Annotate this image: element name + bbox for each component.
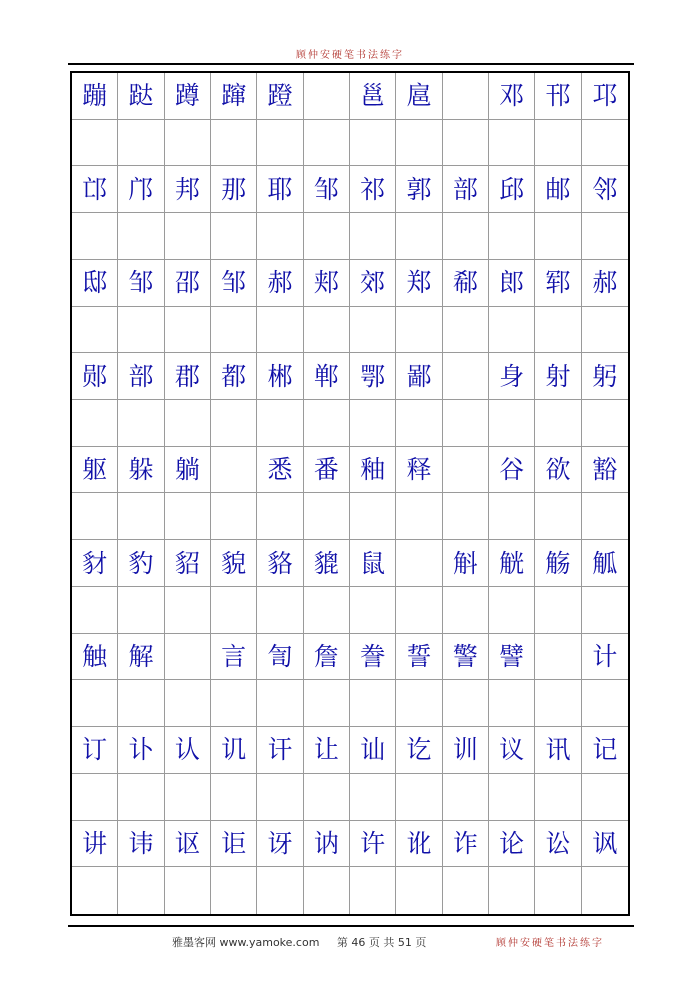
char-cell: 身 — [489, 353, 535, 400]
practice-cell — [211, 120, 257, 167]
practice-cell — [489, 307, 535, 354]
char-cell: 豹 — [118, 540, 164, 587]
practice-cell — [489, 680, 535, 727]
practice-cell — [396, 400, 442, 447]
practice-cell — [535, 213, 581, 260]
practice-cell — [396, 493, 442, 540]
practice-cell — [489, 213, 535, 260]
practice-cell — [350, 493, 396, 540]
practice-cell — [396, 307, 442, 354]
footer-left — [172, 934, 440, 950]
char-cell — [443, 353, 489, 400]
char-cell: 议 — [489, 727, 535, 774]
footer-site: 雅墨客网 www.yamoke.com — [172, 936, 320, 949]
practice-cell — [257, 680, 303, 727]
char-cell: 邮 — [535, 166, 581, 213]
char-cell: 郝 — [582, 260, 628, 307]
char-cell: 讹 — [396, 821, 442, 868]
practice-cell — [118, 680, 164, 727]
char-cell: 警 — [443, 634, 489, 681]
char-cell: 讦 — [257, 727, 303, 774]
practice-cell — [165, 867, 211, 914]
practice-cell — [443, 774, 489, 821]
practice-cell — [257, 120, 303, 167]
char-cell: 解 — [118, 634, 164, 681]
practice-cell — [118, 307, 164, 354]
practice-cell — [535, 680, 581, 727]
practice-cell — [582, 120, 628, 167]
practice-cell — [535, 774, 581, 821]
char-cell: 蹬 — [257, 73, 303, 120]
char-cell: 郑 — [396, 260, 442, 307]
char-cell: 邗 — [535, 73, 581, 120]
practice-cell — [72, 120, 118, 167]
footer-brand: 顾仲安硬笔书法练字 — [496, 938, 604, 949]
char-cell: 鼠 — [350, 540, 396, 587]
practice-cell — [489, 120, 535, 167]
practice-cell — [350, 400, 396, 447]
char-cell: 蹿 — [211, 73, 257, 120]
char-cell: 部 — [443, 166, 489, 213]
practice-cell — [582, 680, 628, 727]
char-cell: 欲 — [535, 447, 581, 494]
practice-cell — [165, 680, 211, 727]
char-cell: 番 — [304, 447, 350, 494]
char-cell: 邹 — [304, 166, 350, 213]
practice-cell — [118, 213, 164, 260]
practice-cell — [304, 680, 350, 727]
practice-cell — [257, 774, 303, 821]
char-cell: 貌 — [211, 540, 257, 587]
char-cell: 谷 — [489, 447, 535, 494]
top-rule — [68, 63, 634, 65]
char-cell: 郝 — [257, 260, 303, 307]
practice-cell — [211, 213, 257, 260]
practice-grid-frame — [70, 71, 630, 916]
practice-cell — [257, 307, 303, 354]
practice-cell — [165, 400, 211, 447]
char-cell: 郭 — [396, 166, 442, 213]
practice-cell — [582, 587, 628, 634]
practice-cell — [350, 587, 396, 634]
char-cell: 许 — [350, 821, 396, 868]
practice-cell — [582, 400, 628, 447]
practice-cell — [304, 400, 350, 447]
practice-cell — [350, 867, 396, 914]
practice-cell — [257, 867, 303, 914]
practice-cell — [72, 867, 118, 914]
practice-cell — [396, 867, 442, 914]
practice-cell — [257, 400, 303, 447]
char-cell — [443, 73, 489, 120]
char-cell: 觥 — [489, 540, 535, 587]
char-cell: 触 — [72, 634, 118, 681]
practice-cell — [350, 213, 396, 260]
practice-cell — [489, 867, 535, 914]
practice-cell — [211, 680, 257, 727]
char-cell: 讪 — [350, 727, 396, 774]
practice-cell — [350, 680, 396, 727]
practice-cell — [396, 774, 442, 821]
char-cell — [535, 634, 581, 681]
practice-cell — [118, 587, 164, 634]
char-cell: 邹 — [211, 260, 257, 307]
char-cell: 誓 — [396, 634, 442, 681]
practice-cell — [535, 120, 581, 167]
char-cell: 躬 — [582, 353, 628, 400]
char-cell: 讯 — [535, 727, 581, 774]
practice-cell — [118, 493, 164, 540]
practice-cell — [165, 120, 211, 167]
practice-cell — [72, 400, 118, 447]
practice-cell — [443, 120, 489, 167]
char-cell: 郎 — [489, 260, 535, 307]
char-cell: 躯 — [72, 447, 118, 494]
practice-cell — [211, 774, 257, 821]
char-cell: 订 — [72, 727, 118, 774]
practice-cell — [443, 400, 489, 447]
practice-cell — [211, 493, 257, 540]
practice-cell — [165, 774, 211, 821]
char-cell: 郸 — [304, 353, 350, 400]
practice-cell — [350, 774, 396, 821]
char-cell — [396, 540, 442, 587]
char-cell: 斛 — [443, 540, 489, 587]
practice-cell — [443, 213, 489, 260]
char-cell: 讶 — [257, 821, 303, 868]
char-cell: 讣 — [118, 727, 164, 774]
practice-cell — [443, 587, 489, 634]
char-cell: 释 — [396, 447, 442, 494]
practice-cell — [257, 493, 303, 540]
char-cell: 祁 — [350, 166, 396, 213]
char-cell: 讵 — [211, 821, 257, 868]
practice-cell — [118, 867, 164, 914]
char-cell: 貂 — [165, 540, 211, 587]
footer-page-info: 第 46 页 共 51 页 — [336, 936, 427, 949]
practice-cell — [443, 680, 489, 727]
char-cell: 扈 — [396, 73, 442, 120]
practice-cell — [72, 774, 118, 821]
practice-cell — [304, 587, 350, 634]
practice-cell — [582, 307, 628, 354]
practice-cell — [396, 120, 442, 167]
char-cell: 譬 — [489, 634, 535, 681]
practice-cell — [582, 774, 628, 821]
practice-cell — [304, 774, 350, 821]
char-cell: 誊 — [350, 634, 396, 681]
char-cell: 詹 — [304, 634, 350, 681]
practice-cell — [582, 493, 628, 540]
char-cell: 邻 — [582, 166, 628, 213]
practice-cell — [72, 493, 118, 540]
practice-cell — [443, 867, 489, 914]
practice-cell — [582, 213, 628, 260]
practice-cell — [396, 680, 442, 727]
practice-cell — [350, 120, 396, 167]
char-cell: 邛 — [582, 73, 628, 120]
bottom-rule — [68, 925, 634, 927]
char-cell — [165, 634, 211, 681]
char-cell: 讽 — [582, 821, 628, 868]
char-cell: 觚 — [582, 540, 628, 587]
char-cell: 郴 — [257, 353, 303, 400]
char-cell: 都 — [211, 353, 257, 400]
practice-cell — [535, 587, 581, 634]
char-cell: 釉 — [350, 447, 396, 494]
practice-cell — [396, 213, 442, 260]
char-cell: 郧 — [72, 353, 118, 400]
char-cell: 蹲 — [165, 73, 211, 120]
char-cell: 豁 — [582, 447, 628, 494]
char-cell: 讴 — [165, 821, 211, 868]
practice-cell — [118, 120, 164, 167]
practice-cell — [211, 587, 257, 634]
char-cell: 鄙 — [396, 353, 442, 400]
char-cell: 邝 — [118, 166, 164, 213]
char-cell: 让 — [304, 727, 350, 774]
practice-grid — [72, 73, 628, 914]
practice-cell — [443, 493, 489, 540]
char-cell: 讲 — [72, 821, 118, 868]
char-cell: 邵 — [165, 260, 211, 307]
practice-cell — [489, 774, 535, 821]
char-cell: 邸 — [72, 260, 118, 307]
char-cell: 耶 — [257, 166, 303, 213]
practice-cell — [257, 587, 303, 634]
practice-cell — [165, 213, 211, 260]
practice-cell — [535, 400, 581, 447]
practice-cell — [304, 213, 350, 260]
char-cell: 郊 — [350, 260, 396, 307]
char-cell: 邱 — [489, 166, 535, 213]
char-cell: 貉 — [257, 540, 303, 587]
char-cell: 跶 — [118, 73, 164, 120]
practice-cell — [72, 213, 118, 260]
practice-cell — [535, 307, 581, 354]
practice-cell — [582, 867, 628, 914]
practice-cell — [443, 307, 489, 354]
char-cell: 讷 — [304, 821, 350, 868]
char-cell: 认 — [165, 727, 211, 774]
practice-cell — [72, 587, 118, 634]
char-cell: 邕 — [350, 73, 396, 120]
practice-cell — [165, 587, 211, 634]
char-cell: 记 — [582, 727, 628, 774]
practice-cell — [165, 493, 211, 540]
char-cell: 邦 — [165, 166, 211, 213]
practice-cell — [118, 400, 164, 447]
practice-cell — [118, 774, 164, 821]
page-header-title: 顾仲安硬笔书法练字 — [296, 50, 404, 61]
char-cell — [211, 447, 257, 494]
char-cell: 豺 — [72, 540, 118, 587]
practice-cell — [211, 867, 257, 914]
char-cell: 计 — [582, 634, 628, 681]
practice-cell — [489, 493, 535, 540]
char-cell: 悉 — [257, 447, 303, 494]
char-cell: 言 — [211, 634, 257, 681]
char-cell: 诈 — [443, 821, 489, 868]
char-cell: 邹 — [118, 260, 164, 307]
char-cell: 鄂 — [350, 353, 396, 400]
practice-cell — [489, 587, 535, 634]
practice-cell — [72, 307, 118, 354]
char-cell: 那 — [211, 166, 257, 213]
char-cell: 讥 — [211, 727, 257, 774]
practice-cell — [165, 307, 211, 354]
char-cell: 邙 — [72, 166, 118, 213]
practice-cell — [304, 867, 350, 914]
char-cell — [443, 447, 489, 494]
char-cell: 觞 — [535, 540, 581, 587]
practice-cell — [535, 493, 581, 540]
char-cell — [304, 73, 350, 120]
char-cell: 躺 — [165, 447, 211, 494]
char-cell: 讫 — [396, 727, 442, 774]
practice-cell — [211, 307, 257, 354]
practice-cell — [535, 867, 581, 914]
char-cell: 讼 — [535, 821, 581, 868]
practice-cell — [211, 400, 257, 447]
practice-cell — [304, 120, 350, 167]
practice-cell — [350, 307, 396, 354]
char-cell: 蹦 — [72, 73, 118, 120]
practice-cell — [304, 307, 350, 354]
char-cell: 郡 — [165, 353, 211, 400]
char-cell: 训 — [443, 727, 489, 774]
char-cell: 訇 — [257, 634, 303, 681]
char-cell: 躲 — [118, 447, 164, 494]
practice-cell — [396, 587, 442, 634]
char-cell: 讳 — [118, 821, 164, 868]
char-cell: 论 — [489, 821, 535, 868]
char-cell: 郏 — [304, 260, 350, 307]
char-cell: 邓 — [489, 73, 535, 120]
practice-cell — [304, 493, 350, 540]
char-cell: 郓 — [535, 260, 581, 307]
practice-cell — [257, 213, 303, 260]
char-cell: 郗 — [443, 260, 489, 307]
char-cell: 貔 — [304, 540, 350, 587]
char-cell: 部 — [118, 353, 164, 400]
practice-cell — [72, 680, 118, 727]
char-cell: 射 — [535, 353, 581, 400]
practice-cell — [489, 400, 535, 447]
